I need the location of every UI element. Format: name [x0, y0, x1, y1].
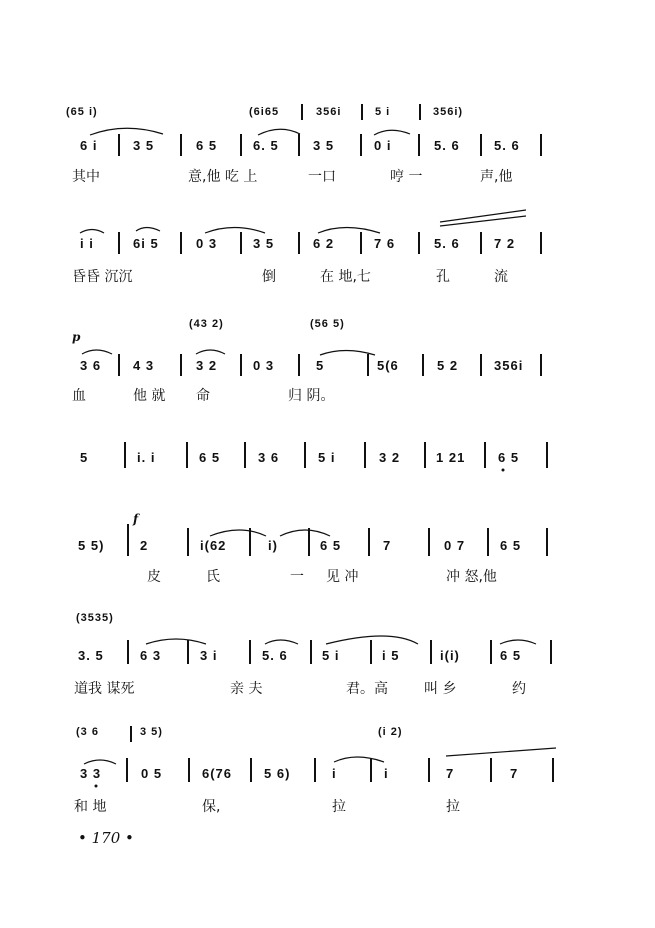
lyric: 冲 怒,他	[446, 569, 497, 585]
barline	[370, 758, 372, 782]
barline	[540, 232, 542, 254]
aux-phrase: (43 2)	[189, 318, 224, 330]
barline	[540, 134, 542, 156]
lyric: 命	[196, 388, 210, 404]
barline	[126, 758, 128, 782]
note-group: 6 5	[500, 538, 522, 553]
barline	[118, 134, 120, 156]
note-group: i	[332, 766, 337, 781]
barline	[361, 104, 363, 120]
barline	[249, 640, 251, 664]
barline	[310, 640, 312, 664]
barline	[127, 640, 129, 664]
note-group: 5 5)	[78, 538, 105, 553]
aux-phrase: (3535)	[76, 612, 114, 624]
barline	[240, 232, 242, 254]
lyric: 君。高	[346, 681, 388, 697]
note-group: 3. 5	[78, 648, 104, 663]
barline	[360, 232, 362, 254]
barline	[428, 528, 430, 556]
note-group: 5	[316, 358, 325, 373]
note-group: 6 5	[320, 538, 342, 553]
note-group: 5 2	[437, 358, 459, 373]
aux-phrase: 356i)	[433, 106, 464, 118]
note-group: i(62	[200, 538, 227, 553]
barline	[249, 528, 251, 556]
lyric: 意,他 吃 上	[188, 169, 258, 185]
aux-phrase: 356i	[316, 106, 342, 118]
note-group: 0 3	[196, 236, 218, 251]
barline	[422, 354, 424, 376]
barline	[188, 758, 190, 782]
barline	[490, 758, 492, 782]
note-group: i	[384, 766, 389, 781]
note-group: 6 5	[199, 450, 221, 465]
note-group: 3 5	[133, 138, 155, 153]
barline	[127, 524, 129, 556]
barline	[240, 354, 242, 376]
note-group: 5. 6	[434, 236, 460, 251]
lyric: 和 地	[74, 799, 107, 815]
barline	[364, 442, 366, 468]
note-group: 6(76	[202, 766, 233, 781]
note-group: 0 5	[141, 766, 163, 781]
dynamic-marking: f	[133, 512, 139, 526]
lyric: 叫 乡	[424, 681, 457, 697]
note-group: 3 6	[80, 358, 102, 373]
barline	[480, 354, 482, 376]
lyric: 一	[290, 569, 304, 585]
lyric: 其中	[72, 169, 100, 185]
note-group: 5. 6	[262, 648, 288, 663]
note-group: 5(6	[377, 358, 399, 373]
barline	[424, 442, 426, 468]
barline	[118, 232, 120, 254]
note-group: 5. 6	[494, 138, 520, 153]
lyric: 皮	[147, 569, 161, 585]
lyric: 血	[72, 388, 86, 404]
barline	[552, 758, 554, 782]
barline	[304, 442, 306, 468]
barline	[180, 354, 182, 376]
aux-phrase: (65 i)	[66, 106, 98, 118]
barline	[298, 134, 300, 156]
note-group: 0 i	[374, 138, 392, 153]
lyric: 孔	[436, 269, 450, 285]
note-group: i. i	[137, 450, 156, 465]
lyric: 亲 夫	[230, 681, 263, 697]
note-group: 6 5	[196, 138, 218, 153]
note-group: i i	[80, 236, 94, 251]
note-group: 3 i	[200, 648, 218, 663]
lyric: 在 地,七	[320, 269, 371, 285]
note-group: i)	[268, 538, 278, 553]
note-group: 7 6	[374, 236, 396, 251]
barline	[186, 442, 188, 468]
barline	[418, 232, 420, 254]
note-group: 6 5	[500, 648, 522, 663]
lyric: 他 就	[133, 388, 166, 404]
lyric: 声,他	[480, 169, 513, 185]
note-group: 3 6	[258, 450, 280, 465]
barline	[298, 232, 300, 254]
barline	[480, 232, 482, 254]
note-group: 6 3	[140, 648, 162, 663]
aux-phrase: 5 i	[375, 106, 391, 118]
aux-phrase: (56 5)	[310, 318, 345, 330]
note-group: 7	[446, 766, 455, 781]
lyric: 见 冲	[326, 569, 359, 585]
aux-phrase: (i 2)	[378, 726, 403, 738]
note-group: 4 3	[133, 358, 155, 373]
dynamic-marking: p	[72, 330, 81, 344]
barline	[180, 134, 182, 156]
lyric: 拉	[332, 799, 346, 815]
note-group: 3 5	[253, 236, 275, 251]
barline	[370, 640, 372, 664]
note-group: 5. 6	[434, 138, 460, 153]
note-group: 3 2	[196, 358, 218, 373]
note-group: 1 21	[436, 450, 466, 465]
note-group: 2	[140, 538, 149, 553]
note-group: 5 i	[318, 450, 336, 465]
note-group: 7 2	[494, 236, 516, 251]
note-group: 5 i	[322, 648, 340, 663]
lyric: 约	[512, 681, 526, 697]
barline	[490, 640, 492, 664]
barline	[314, 758, 316, 782]
barline	[118, 354, 120, 376]
note-group: 356i	[494, 358, 524, 373]
aux-phrase: 3 5)	[140, 726, 163, 738]
aux-phrase: (6i65	[249, 106, 280, 118]
lyric: 道我 谋死	[74, 681, 135, 697]
barline	[419, 104, 421, 120]
barline	[130, 726, 132, 742]
barline	[546, 528, 548, 556]
lyric: 昏昏 沉沉	[72, 269, 133, 285]
page-number: • 170 •	[78, 829, 134, 847]
barline	[546, 442, 548, 468]
note-group: 7	[383, 538, 392, 553]
barline	[487, 528, 489, 556]
aux-phrase: (3 6	[76, 726, 99, 738]
note-group: 3 5	[313, 138, 335, 153]
note-group: 3 3	[80, 766, 102, 781]
barline	[428, 758, 430, 782]
note-group: 6 i	[80, 138, 98, 153]
barline	[180, 232, 182, 254]
note-group: 0 3	[253, 358, 275, 373]
barline	[124, 442, 126, 468]
barline	[484, 442, 486, 468]
barline	[187, 640, 189, 664]
note-group: 5 6)	[264, 766, 291, 781]
note-group: 6 2	[313, 236, 335, 251]
barline	[187, 528, 189, 556]
barline	[360, 134, 362, 156]
barline	[480, 134, 482, 156]
barline	[430, 640, 432, 664]
barline	[240, 134, 242, 156]
note-group: i(i)	[440, 648, 460, 663]
barline	[244, 442, 246, 468]
note-group: 6. 5	[253, 138, 279, 153]
note-group: 3 2	[379, 450, 401, 465]
lyric: 氏	[206, 569, 220, 585]
barline	[367, 354, 369, 376]
lyric: 哼 一	[390, 169, 423, 185]
lyric: 一口	[308, 169, 336, 185]
note-group: i 5	[382, 648, 400, 663]
lyric: 保,	[202, 799, 221, 815]
lyric: 归 阴。	[288, 388, 335, 404]
barline	[250, 758, 252, 782]
barline	[550, 640, 552, 664]
barline	[368, 528, 370, 556]
barline	[418, 134, 420, 156]
note-group: 7	[510, 766, 519, 781]
barline	[540, 354, 542, 376]
barline	[308, 528, 310, 556]
barline	[301, 104, 303, 120]
lyric: 倒	[262, 269, 276, 285]
barline	[298, 354, 300, 376]
note-group: 6i 5	[133, 236, 159, 251]
lyric: 流	[494, 269, 508, 285]
note-group: 6 5	[498, 450, 520, 465]
note-group: 0 7	[444, 538, 466, 553]
lyric: 拉	[446, 799, 460, 815]
note-group: 5	[80, 450, 89, 465]
